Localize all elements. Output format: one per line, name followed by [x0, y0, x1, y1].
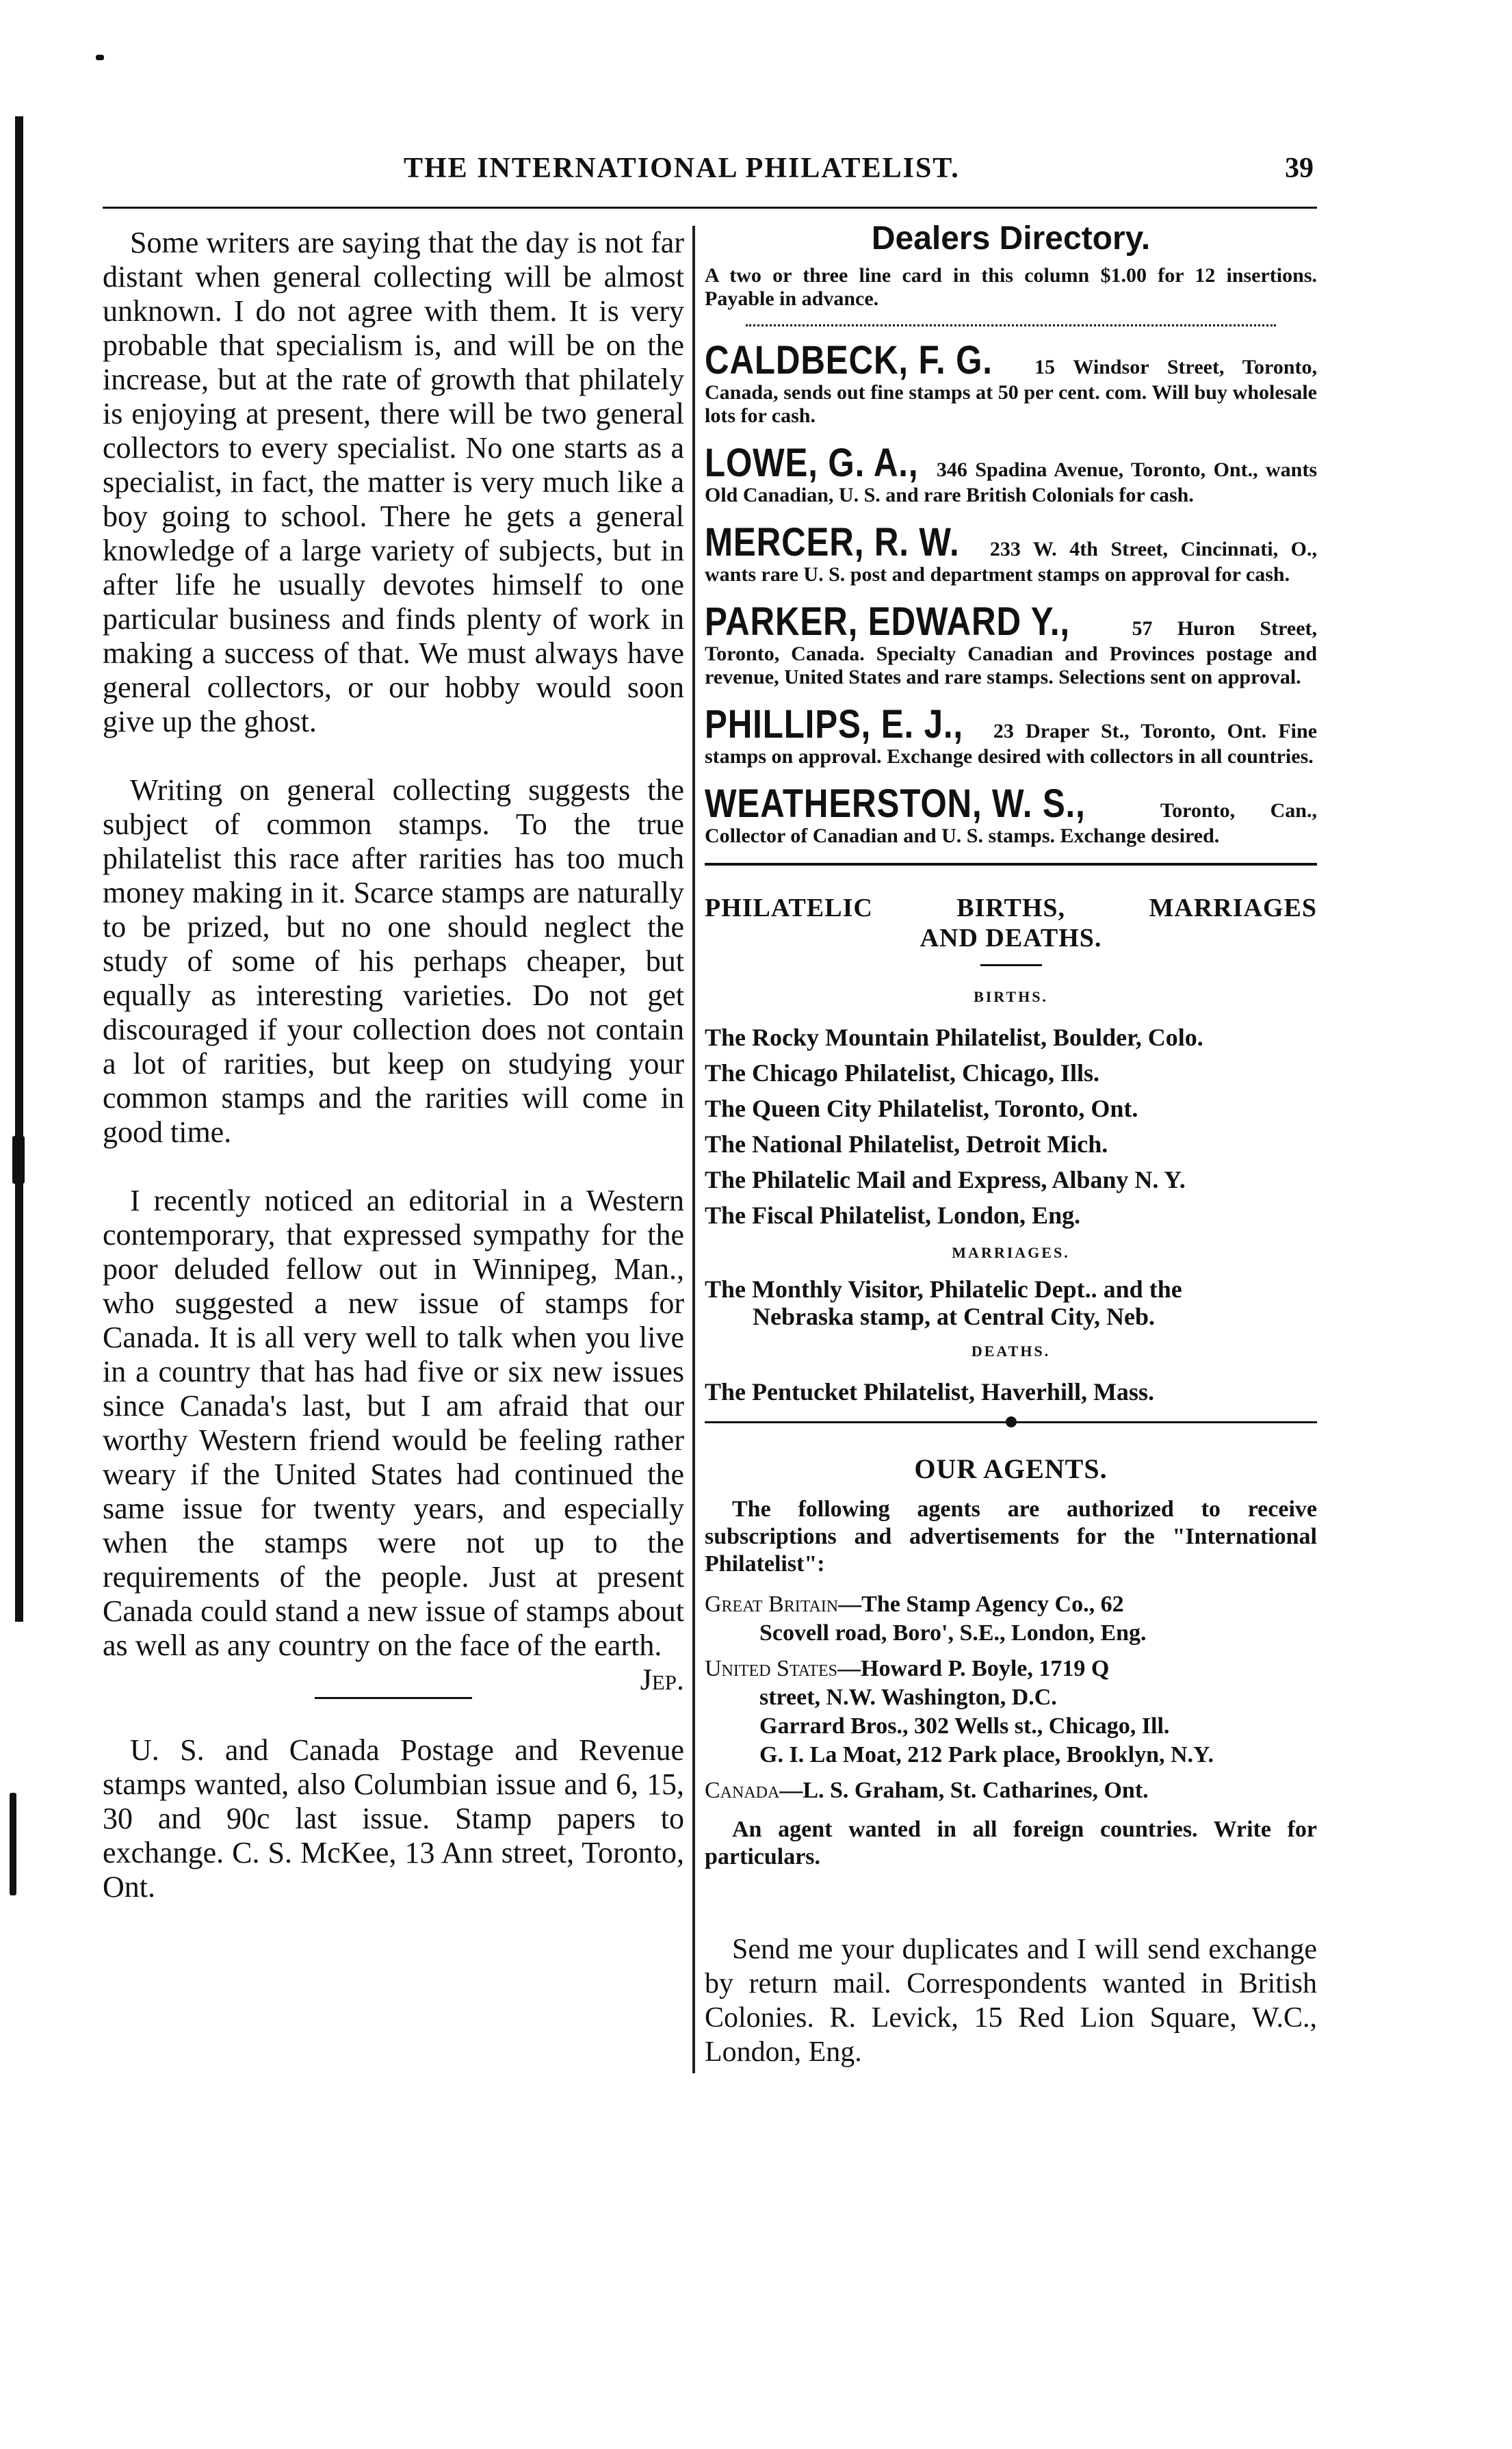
directory-note: A two or three line card in this column $1.00 for 12 insertions. Payable in advance. — [705, 264, 1317, 310]
dealer-name: PARKER, EDWARD Y., — [705, 599, 1070, 644]
agents-intro: The following agents are authorized to receive subscriptions and advertisements for the "International Philatelist": — [705, 1496, 1317, 1577]
directory-entry — [705, 704, 1317, 768]
birth-item: The Chicago Philatelist, Chicago, Ills. — [705, 1059, 1100, 1087]
header-rule — [103, 207, 1317, 209]
agent-text: —The Stamp Agency Co., 62 — [838, 1592, 1124, 1617]
bmd-title-line2: AND DEATHS. — [920, 924, 1102, 953]
dotted-rule — [746, 324, 1276, 326]
column-divider — [692, 226, 695, 2073]
directory-entry — [705, 522, 1317, 586]
mini-rule — [980, 964, 1042, 966]
deaths-heading: DEATHS. — [971, 1343, 1051, 1360]
article-paragraph — [103, 1184, 684, 1696]
birth-item: The Queen City Philatelist, Toronto, Ont. — [705, 1095, 1138, 1122]
dealer-name: WEATHERSTON, W. S., — [705, 781, 1086, 826]
left-column — [103, 226, 684, 1939]
bmd-title-word: BIRTHS, — [956, 894, 1066, 922]
directory-title: Dealers Directory. — [871, 220, 1151, 257]
agents-title: OUR AGENTS. — [914, 1453, 1108, 1484]
wanted-notice: U. S. and Canada Postage and Revenue stamps wanted, also Columbian issue and 6, 15, 30 and 90c last issue. Stamp papers to exchange. C. S. McKee, 13 Ann street, Toronto, Ont. — [103, 1733, 684, 1904]
dealer-text: 346 Spadina Avenue, Toronto, Ont., wants Old Canadian, U. S. and rare British Colonials for cash. — [705, 458, 1317, 506]
agent-region: Canada — [705, 1778, 780, 1803]
right-column — [705, 220, 1318, 2069]
death-item: The Pentucket Philatelist, Haverhill, Mass. — [705, 1378, 1154, 1405]
section-rule — [315, 1697, 472, 1699]
article-paragraph-text: I recently noticed an editorial in a Western contemporary, that expressed sympathy for the poor deluded fellow out in Winnipeg, Man., who suggested a new issue of stamps for Canada. It is all very well to talk when you live in a country that has had five or six new issues since Canada's last, but I am afraid that our worthy Western friend would be feeling rather weary if the United States had continued the same issue for twenty years, and especially when the stamps were not up to the requirements of the people. Just at present Canada could stand a new issue of stamps about as well as any country on the face of the earth. — [103, 1184, 684, 1662]
dealer-text: Toronto, Can., Collector of Canadian and U. S. stamps. Exchange desired. — [705, 799, 1317, 847]
agent-text-cont: street, N.W. Washington, D.C. — [759, 1685, 1057, 1710]
bmd-title-word: PHILATELIC — [705, 894, 873, 922]
edge-speck — [96, 55, 104, 60]
marriages-heading: MARRIAGES. — [952, 1244, 1070, 1261]
edge-speck — [10, 1793, 16, 1895]
agent-entry — [705, 1655, 1317, 1770]
bullet-icon — [1006, 1416, 1017, 1427]
bullet-rule — [705, 1415, 1317, 1429]
section-rule — [705, 863, 1317, 866]
article-paragraph: Writing on general collecting suggests the subject of common stamps. To the true philatelist this race after rarities has too much money making in it. Scarce stamps are naturally to be prized, but no one should neglect the study of some of his perhaps cheaper, but equally as interesting varieties. Do not get discouraged if your collection does not contain a lot of rarities, but keep on studying your common stamps and the rarities will come in good time. — [103, 773, 684, 1149]
marriage-item-line: Nebraska stamp, at Central City, Neb. — [753, 1303, 1155, 1330]
dealer-name: CALDBECK, F. G. — [705, 338, 993, 383]
births-heading: BIRTHS. — [974, 988, 1048, 1005]
directory-entry — [705, 783, 1317, 848]
directory-entry — [705, 601, 1317, 689]
signature: Jep. — [640, 1663, 684, 1696]
agent-text-cont: G. I. La Moat, 212 Park place, Brooklyn, N.Y. — [759, 1742, 1214, 1767]
directory-entry — [705, 340, 1317, 428]
agent-text-cont: Garrard Bros., 302 Wells st., Chicago, Ill. — [759, 1713, 1170, 1739]
marriage-item-line: The Monthly Visitor, Philatelic Dept.. and the — [705, 1275, 1182, 1303]
bmd-title — [705, 893, 1317, 953]
dealer-text: 15 Windsor Street, Toronto, Canada, sends out fine stamps at 50 per cent. com. Will buy wholesale lots for cash. — [705, 356, 1317, 427]
dealer-name: LOWE, G. A., — [705, 441, 919, 485]
agent-wanted-notice: An agent wanted in all foreign countries. Write for particulars. — [705, 1817, 1317, 1869]
agent-text: —Howard P. Boyle, 1719 Q — [837, 1656, 1110, 1681]
marriage-item — [705, 1275, 1317, 1330]
dealer-text: 57 Huron Street, Toronto, Canada. Specialty Canadian and Provinces postage and revenue, United States and rare stamps. Selections sent on approval. — [705, 617, 1318, 688]
dealer-name: MERCER, R. W. — [705, 520, 960, 565]
page-header — [356, 152, 1314, 193]
exchange-notice: Send me your duplicates and I will send exchange by return mail. Correspondents wanted in British Colonies. R. Levick, 15 Red Lion Square, W.C., London, Eng. — [705, 1934, 1317, 2068]
birth-item: The National Philatelist, Detroit Mich. — [705, 1130, 1108, 1158]
edge-speck — [12, 1136, 25, 1184]
directory-entry — [705, 443, 1317, 507]
agent-region: United States — [705, 1656, 838, 1681]
dealer-name: PHILLIPS, E. J., — [705, 702, 963, 747]
dealer-text: 233 W. 4th Street, Cincinnati, O., wants rare U. S. post and department stamps on approval for cash. — [705, 538, 1318, 586]
running-head: THE INTERNATIONAL PHILATELIST. — [404, 153, 960, 184]
birth-item: The Fiscal Philatelist, London, Eng. — [705, 1202, 1081, 1229]
bmd-title-word: MARRIAGES — [1149, 894, 1317, 922]
agent-text-cont: Scovell road, Boro', S.E., London, Eng. — [759, 1620, 1147, 1646]
birth-item: The Rocky Mountain Philatelist, Boulder, Colo. — [705, 1024, 1203, 1051]
agent-entry — [705, 1776, 1317, 1805]
birth-item: The Philatelic Mail and Express, Albany N. Y. — [705, 1166, 1186, 1193]
article-paragraph: Some writers are saying that the day is not far distant when general collecting will be almost unknown. I do not agree with them. It is very probable that specialism is, and will be on the increase, but at the rate of growth that philately is enjoying at present, there will be two general collectors to every specialist. No one starts as a specialist, in fact, the matter is very much like a boy going to school. There he gets a general knowledge of a large variety of subjects, but in after life he usually devotes himself to one particular business and finds plenty of work in making a success of that. We must always have general collectors, or our hobby would soon give up the ghost. — [103, 226, 684, 738]
page-edge-line — [15, 116, 23, 1622]
agent-entry — [705, 1590, 1317, 1648]
agent-region: Great Britain — [705, 1592, 839, 1617]
agent-text: —L. S. Graham, St. Catharines, Ont. — [779, 1778, 1149, 1803]
dealer-text: 23 Draper St., Toronto, Ont. Fine stamps on approval. Exchange desired with collectors in all countries. — [705, 720, 1318, 768]
page-number: 39 — [1285, 153, 1314, 184]
